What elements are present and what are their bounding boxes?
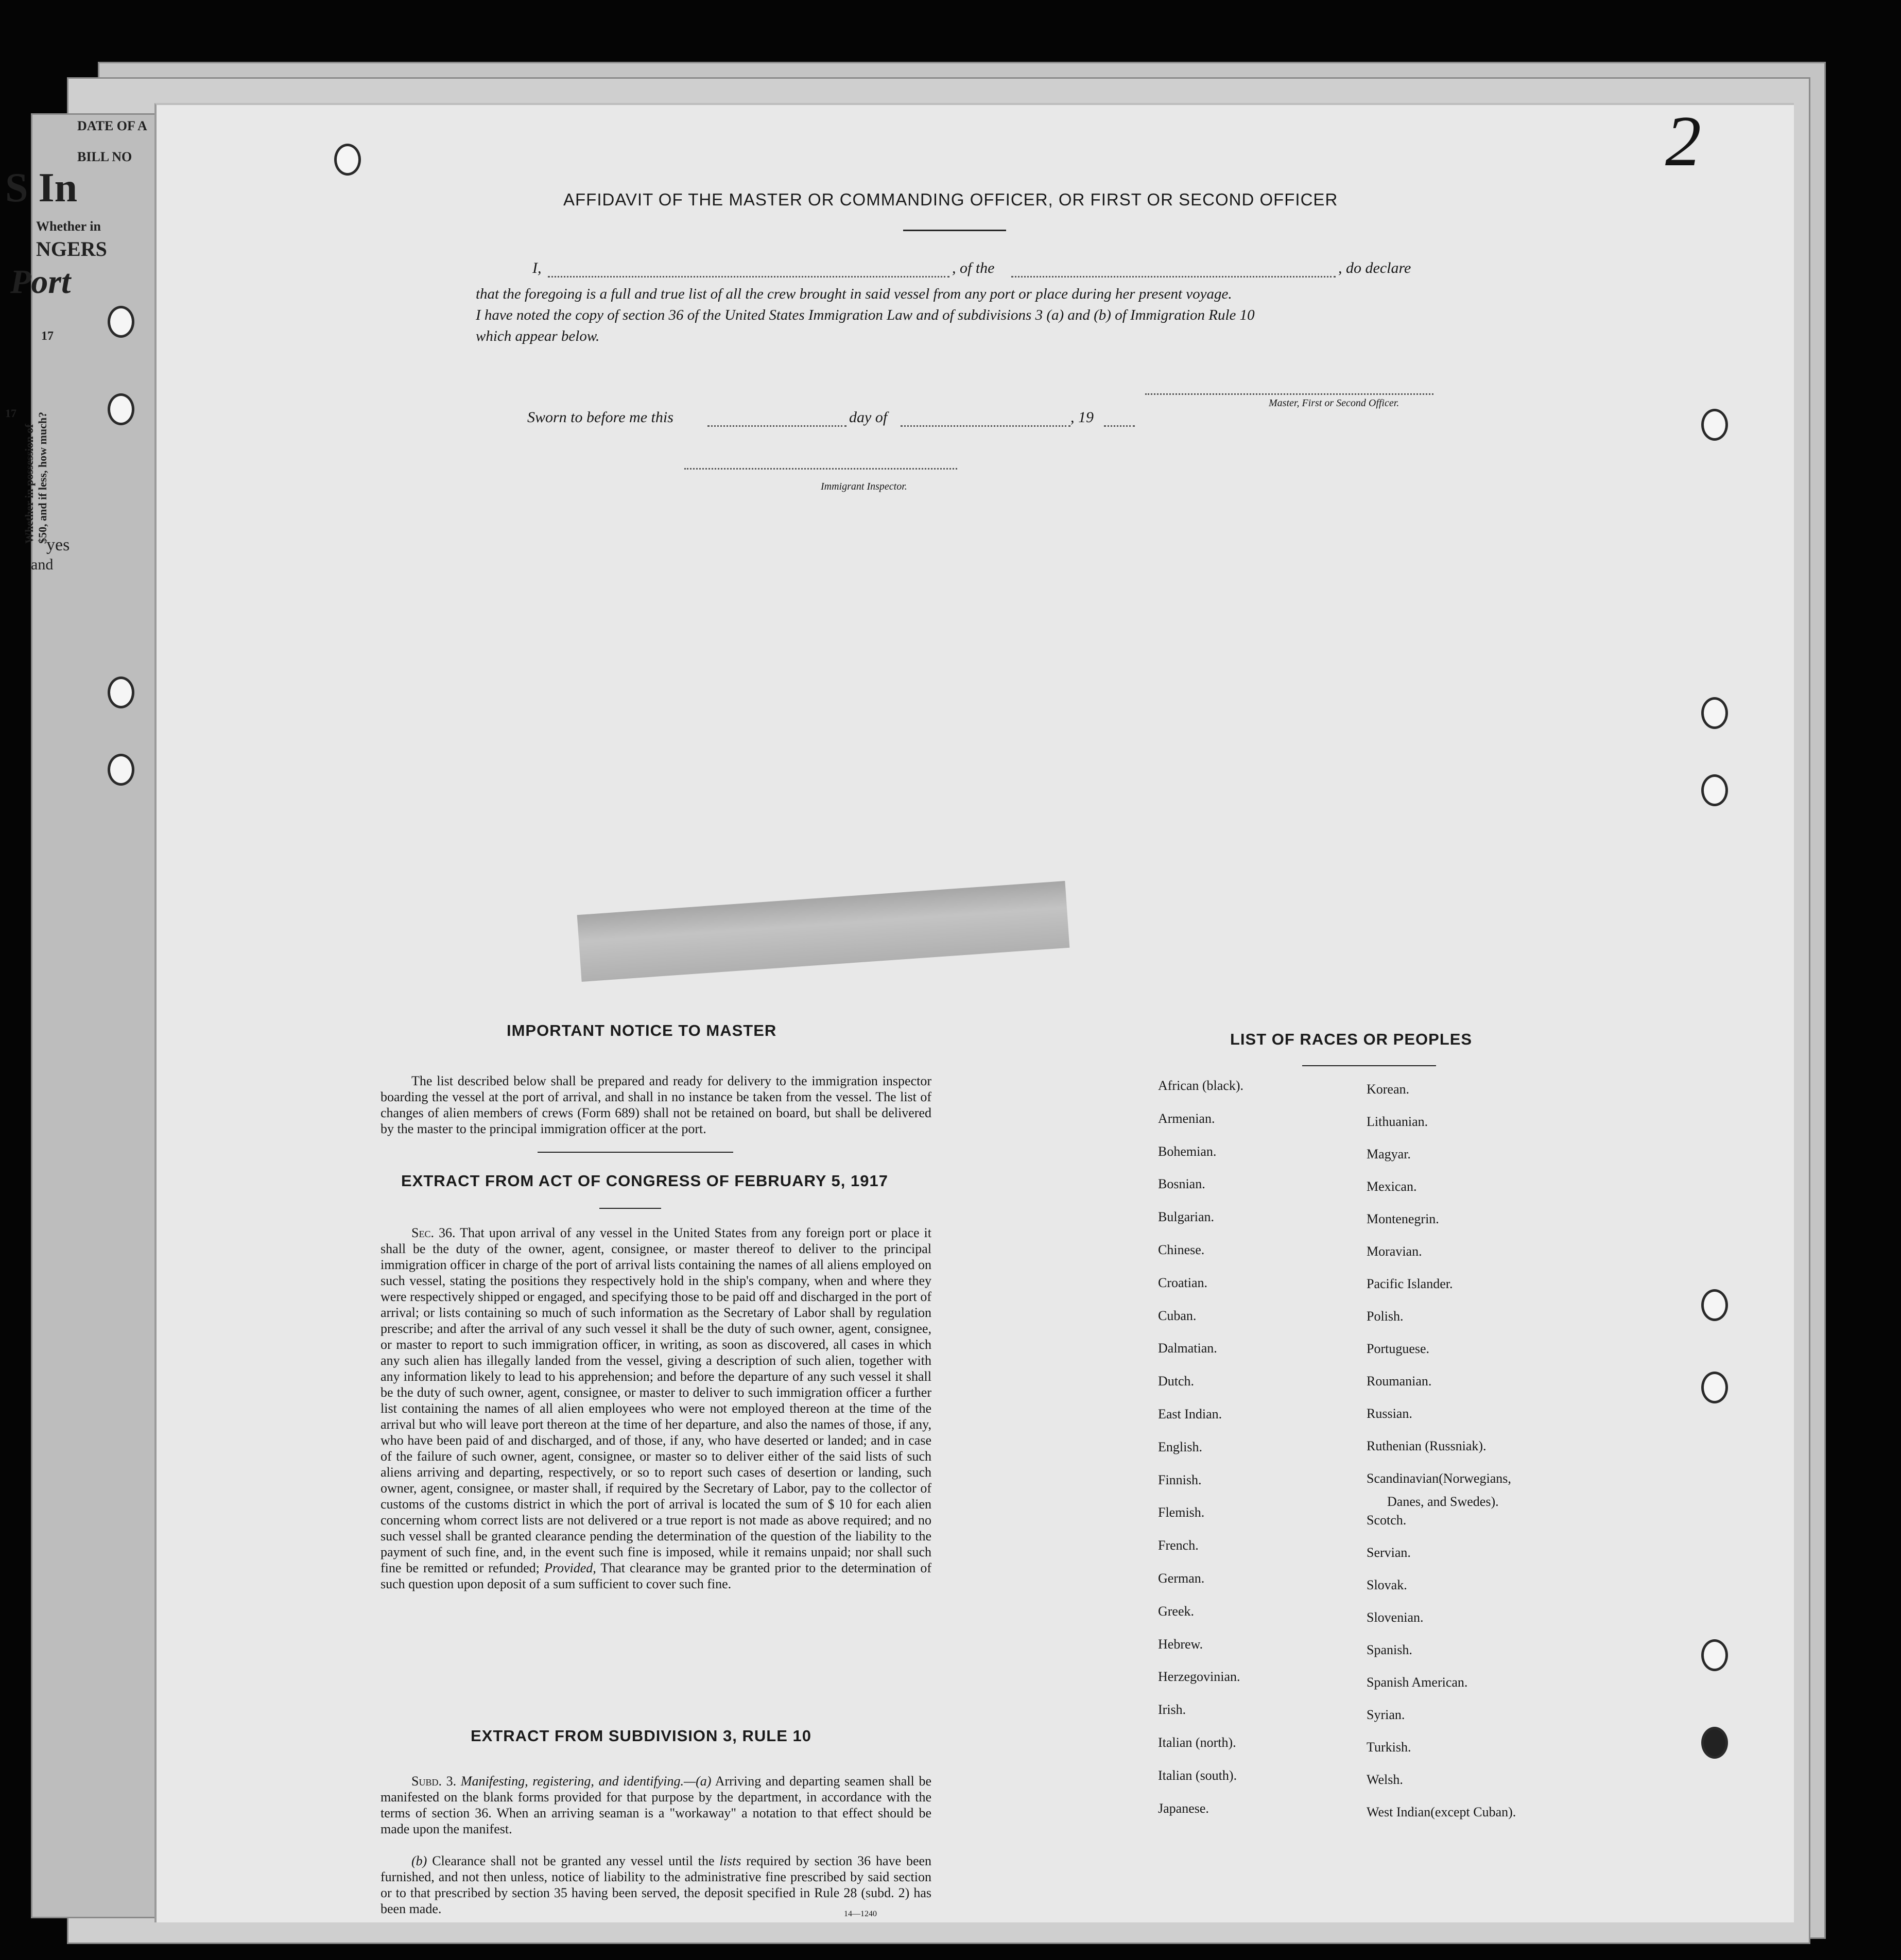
punch-hole — [1701, 409, 1728, 441]
declaration-line: that the foregoing is a full and true list of all the crew brought in said vessel from any port or place during her present voyage. — [476, 286, 1232, 302]
stub-ngers: NGERS — [36, 237, 107, 261]
race-item: Scandinavian(Norwegians, — [1367, 1471, 1511, 1486]
rule-heading: Manifesting, registering, and identifying.—(a) — [460, 1774, 712, 1789]
stub-and: and — [31, 556, 54, 573]
race-item: Irish. — [1158, 1702, 1186, 1718]
title-rule — [903, 230, 1006, 231]
act-section-label: Sec. 36. — [411, 1225, 456, 1240]
race-item: Slovenian. — [1367, 1610, 1424, 1625]
race-item: Lithuanian. — [1367, 1114, 1428, 1129]
race-item: Bohemian. — [1158, 1143, 1217, 1159]
punch-hole — [1701, 1639, 1728, 1671]
punch-hole — [108, 754, 134, 786]
stub-yes: yes — [46, 535, 70, 554]
race-item: East Indian. — [1158, 1407, 1222, 1421]
race-item: Servian. — [1367, 1545, 1411, 1560]
punch-hole — [1701, 1372, 1728, 1403]
race-item: Roumanian. — [1367, 1374, 1432, 1389]
stub-number: 17 — [5, 407, 16, 420]
race-item: Syrian. — [1367, 1707, 1405, 1722]
day-of-label: day of — [849, 409, 888, 426]
race-item: Cuban. — [1158, 1308, 1197, 1323]
race-item: Spanish American. — [1367, 1675, 1468, 1690]
race-item: Hebrew. — [1158, 1636, 1203, 1652]
affidavit-title: AFFIDAVIT OF THE MASTER OR COMMANDING OFFICER, OR FIRST OR SECOND OFFICER — [563, 190, 1338, 209]
race-item: French. — [1158, 1538, 1199, 1553]
race-item: Herzegovinian. — [1158, 1669, 1240, 1685]
stub-whether: Whether in — [36, 219, 101, 234]
name-blank[interactable] — [548, 276, 949, 277]
race-item: Turkish. — [1367, 1740, 1411, 1755]
race-item: English. — [1158, 1439, 1202, 1454]
act-title: EXTRACT FROM ACT OF CONGRESS OF FEBRUARY 5, 1917 — [401, 1172, 888, 1190]
race-item: Bulgarian. — [1158, 1209, 1215, 1225]
declaration-text — [476, 284, 1428, 347]
race-item-continuation: Danes, and Swedes). — [1387, 1494, 1499, 1509]
race-item: Armenian. — [1158, 1111, 1215, 1126]
race-item: Chinese. — [1158, 1242, 1205, 1257]
affidavit-page — [154, 103, 1794, 1922]
race-item: Italian (north). — [1158, 1735, 1236, 1750]
race-item: Korean. — [1367, 1082, 1410, 1097]
sworn-year-blank[interactable] — [1104, 425, 1135, 427]
rule-text-a — [381, 1773, 931, 1837]
punch-hole — [108, 393, 134, 425]
rule-body-b1: Clearance shall not be granted any vessel until the — [432, 1853, 715, 1868]
act-provided: Provided, — [544, 1560, 596, 1575]
punch-hole — [108, 306, 134, 338]
year-label: , 19 — [1070, 409, 1094, 426]
rule-b-label: (b) — [411, 1853, 427, 1868]
vessel-blank[interactable] — [1011, 276, 1336, 277]
declare-do-declare: , do declare — [1338, 259, 1411, 276]
inspector-signature-line[interactable] — [684, 468, 957, 470]
punch-hole — [334, 144, 361, 176]
handwritten-page-number: 2 — [1665, 101, 1701, 181]
race-item: German. — [1158, 1571, 1205, 1586]
sworn-day-blank[interactable] — [707, 425, 846, 427]
stub-date-of: DATE OF A — [77, 118, 147, 133]
rule-body-b2: required by section 36 have been furnished, and not then unless, notice of liability to the administrative fine prescribed by said section or to that prescribed by section 35 having been served, the deposit specified in Rule 28 (subd. 2) has been made. — [381, 1853, 932, 1916]
stub-s-in: S In — [5, 165, 78, 211]
race-item: Croatian. — [1158, 1275, 1208, 1290]
race-item: Polish. — [1367, 1309, 1404, 1324]
race-item: Ruthenian (Russniak). — [1367, 1438, 1487, 1453]
officer-signature-caption: Master, First or Second Officer. — [1269, 397, 1399, 409]
notice-text: The list described below shall be prepared and ready for delivery to the immigration inspector boarding the vessel at the port of arrival, and shall in no instance be taken from the vessel. The list of changes of alien members of crews (Form 689) shall not be retained on board, but shall be delivered by the master to the principal immigration officer at the port. — [381, 1073, 931, 1136]
race-item: Mexican. — [1367, 1179, 1417, 1194]
race-item: Russian. — [1367, 1406, 1412, 1421]
race-item: Spanish. — [1367, 1642, 1412, 1657]
declare-of-the: , of the — [952, 259, 995, 276]
race-item: Pacific Islander. — [1367, 1276, 1453, 1291]
race-item: Finnish. — [1158, 1472, 1202, 1487]
act-rule — [599, 1208, 661, 1209]
punch-hole — [1701, 1727, 1728, 1759]
stub-port: Port — [10, 263, 71, 301]
punch-hole — [1701, 697, 1728, 729]
inspector-caption: Immigrant Inspector. — [821, 481, 907, 492]
punch-hole — [108, 677, 134, 708]
race-item: Dalmatian. — [1158, 1341, 1217, 1356]
race-item: Slovak. — [1367, 1577, 1407, 1592]
act-body-end: That clearance may be granted prior to the determination of such question upon deposit of a sum sufficient to cover such fine. — [381, 1560, 932, 1591]
stub-bill-no: BILL NO — [77, 149, 132, 164]
rule-lists-word: lists — [719, 1853, 741, 1868]
race-item: Scotch. — [1367, 1513, 1407, 1528]
punch-hole — [1701, 1289, 1728, 1321]
stub-possession-header: Whether in possession of $50, and if less, how much? — [23, 411, 49, 544]
officer-signature-line[interactable] — [1145, 393, 1433, 395]
declare-i-label: I, — [532, 259, 542, 276]
race-item: West Indian(except Cuban). — [1367, 1805, 1516, 1819]
rule-text-b — [381, 1853, 931, 1917]
declaration-line: I have noted the copy of section 36 of the United States Immigration Law and of subdivisions 3 (a) and (b) of Immigration Rule 10 — [476, 307, 1255, 323]
races-rule — [1302, 1065, 1436, 1066]
race-item: Moravian. — [1367, 1244, 1422, 1259]
race-item: Italian (south). — [1158, 1767, 1237, 1783]
form-number: 14—1240 — [844, 1910, 877, 1918]
race-item: Flemish. — [1158, 1505, 1205, 1520]
rule-subd-label: Subd. 3. — [411, 1774, 457, 1789]
declaration-line: which appear below. — [476, 328, 600, 344]
rule-title: EXTRACT FROM SUBDIVISION 3, RULE 10 — [471, 1727, 811, 1745]
race-item: Montenegrin. — [1367, 1211, 1439, 1226]
sworn-month-blank[interactable] — [901, 425, 1070, 427]
punch-hole — [1701, 774, 1728, 806]
races-title: LIST OF RACES OR PEOPLES — [1230, 1030, 1473, 1048]
race-item: Welsh. — [1367, 1772, 1403, 1787]
act-text — [381, 1225, 931, 1592]
stub-number: 17 — [41, 329, 54, 343]
race-item: Bosnian. — [1158, 1176, 1205, 1192]
rule-body-a: Arriving and departing seamen shall be manifested on the blank forms provided for that purpose by the department, in accordance with the terms of section 36. When an arriving seaman is a "workaway" a notation to that effect should be made upon the manifest. — [381, 1774, 932, 1836]
act-body: That upon arrival of any vessel in the United States from any foreign port or place it shall be the duty of the owner, agent, consignee, or master thereof to deliver to the principal immigration officer in charge of the port of arrival lists containing the names of all aliens employed on such vessel, stating the positions they respectively hold in the ship's company, when and where they were respectively shipped or engaged, and specifying those to be paid off and discharged in the port of arrival; or lists containing so much of such information as the Secretary of Labor shall by regulation prescribe; and after the arrival of any such vessel it shall be the duty of such owner, agent, consignee, or master to report to such immigration officer, in writing, as soon as discovered, all cases in which any such alien has illegally landed from the vessel, giving a description of such alien, together with any information likely to lead to his apprehension; and before the departure of any such vessel it shall be the duty of such owner, agent, consignee, or master to deliver to such immigration officer a further list containing the names of all alien employees who were not employed thereon at the time of the arrival but who will leave port thereon at the time of her departure, and also the names of those, if any, who have been paid of and discharged, and of those, if any, who have deserted or landed; and in case of the failure of such owner, agent, consignee, or master so to deliver either of the said lists of such aliens arriving and departing, respectively, or so to report such cases of desertion or landing, such owner, agent, consignee, or master shall, if required by the Secretary of Labor, pay to the collector of customs of the customs district in which the port of arrival is located the sum of $ 10 for each alien concerning whom correct lists are not delivered or a true report is not made as above required; and no such vessel shall be granted clearance pending the determination of the question of the liability to the payment of such fine, and, in the event such fine is imposed, while it remains unpaid; nor shall such fine be remitted or refunded; — [381, 1225, 932, 1575]
notice-title: IMPORTANT NOTICE TO MASTER — [507, 1021, 777, 1039]
race-item: Greek. — [1158, 1603, 1195, 1619]
race-item: Portuguese. — [1367, 1341, 1430, 1356]
notice-rule — [538, 1152, 733, 1153]
race-item: African (black). — [1158, 1078, 1244, 1093]
race-item: Dutch. — [1158, 1374, 1195, 1389]
sworn-label: Sworn to before me this — [527, 409, 673, 426]
tape-residue — [577, 881, 1070, 982]
race-item: Japanese. — [1158, 1800, 1209, 1816]
race-item: Magyar. — [1367, 1147, 1411, 1161]
